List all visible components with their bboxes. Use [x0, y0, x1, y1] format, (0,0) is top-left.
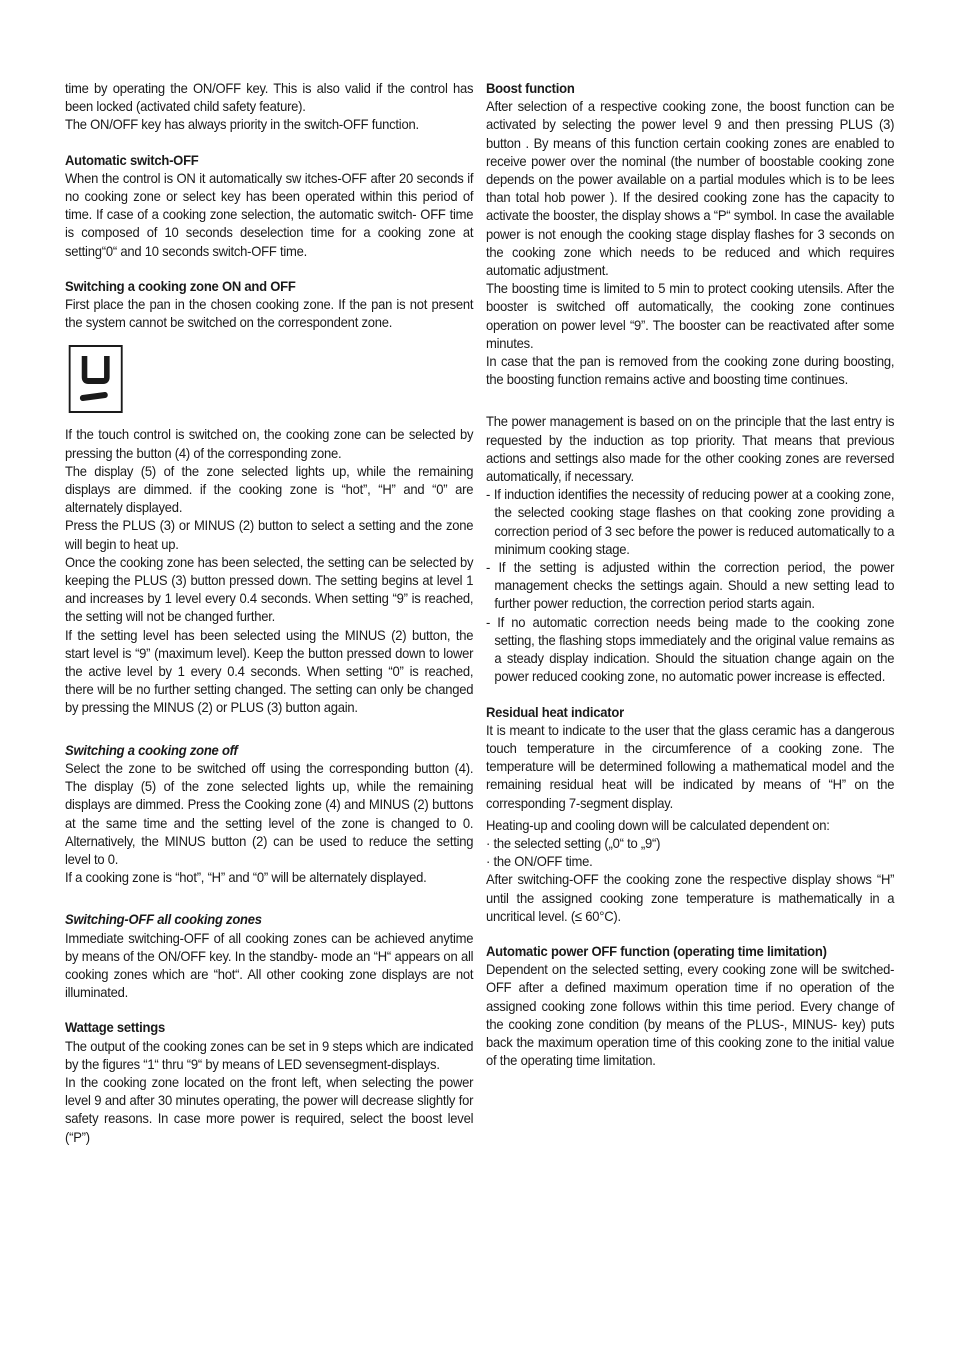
power-management-item: - If the setting is adjusted within the correction period, the power management checks the settings again. Should a new setting lead to further power reduction, the correction period starts again. — [486, 559, 895, 612]
boost-paragraph: The boosting time is limited to 5 min to protect cooking utensils. After the booster is switched off automatically, the cooking zone continues operation on power level “9”. The booster can be reactivated after some minutes. — [486, 280, 895, 351]
right-column — [486, 79, 894, 1069]
auto-switch-off-text: When the control is ON it automatically sw itches-OFF after 20 seconds if no cooking zone or select key has been operated within this period of time. If case of a cooking zone selection, the automatic switch- OFF time is composed of 10 seconds deselection time for a cooking zone at setting“0“ and 10 seconds switch-OFF time. — [65, 169, 474, 259]
auto-power-off-heading: Automatic power OFF function (operating time limitation) — [486, 942, 827, 959]
select-zone-paragraph: The display (5) of the zone selected lights up, while the remaining displays are dimmed. if the cooking zone is “hot”, “H” and “0” are alternately displayed. — [65, 462, 474, 516]
boost-heading: Boost function — [486, 80, 575, 96]
wattage-heading: Wattage settings — [65, 1019, 165, 1036]
select-zone-paragraph: If the setting level has been selected using the MINUS (2) button, the start level is “9” (maximum level). Keep the button pressed down to lower the active level by 1 every 0.4 seconds. When setting “0” is reached, there will be no further setting changed. The setting can only be changed by pressing the MINUS (2) or PLUS (3) button again. — [65, 626, 474, 716]
all-off-text: Immediate switching-OFF of all cooking zones can be achieved anytime by means of the ON/OFF key. In the standby- mode an “H“ appears on all cooking zones which are “hot“. All other cooking zone displays are not illuminated. — [65, 929, 474, 1001]
switch-on-off-text: First place the pan in the chosen cooking zone. If the pan is not present the system cannot be switched on the correspondent zone. — [65, 296, 474, 331]
intro-paragraph: The ON/OFF key has always priority in the switch-OFF function. — [65, 116, 419, 133]
residual-heat-paragraph: Heating-up and cooling down will be calculated dependent on: — [486, 816, 830, 833]
zone-off-paragraph: If a cooking zone is “hot”, “H” and “0” will be alternately displayed. — [65, 869, 427, 886]
auto-power-off-text: Dependent on the selected setting, every cooking zone will be switched-OFF after a defined maximum operation time if no operation of the assigned cooking zone follows within this time period. Every change of the cooking zone condition (by means of the PLUS-, MINUS- key) puts back the maximum operation time of this cooking zone to the initial value of the operating time limitation. — [486, 961, 895, 1069]
pan-detection-symbol-icon — [69, 345, 123, 413]
wattage-paragraph: The output of the cooking zones can be set in 9 steps which are indicated by the figures “1“ thru “9“ by means of LED sevensegment-displays. — [65, 1037, 474, 1072]
zone-off-paragraph: Select the zone to be switched off using the corresponding button (4). The display (5) of the zone selected lights up, while the remaining displays are dimmed. Press the Cooking zone (4) and MINUS (2) buttons at the same time and the setting level of the zone is changed to 0. Alternatively, the MINUS button (2) can be used to reduce the setting level to 0. — [65, 759, 474, 867]
auto-switch-off-heading: Automatic switch-OFF — [65, 151, 199, 168]
residual-heat-heading: Residual heat indicator — [486, 703, 624, 720]
left-column — [65, 79, 473, 1146]
select-zone-paragraph: Press the PLUS (3) or MINUS (2) button to select a setting and the zone will begin to heat up. — [65, 517, 474, 552]
wattage-paragraph: In the cooking zone located on the front left, when selecting the power level 9 and after 30 minutes operating, the power will decrease slightly for safety reasons. In case more power is required, select the boost level (“P”) — [65, 1073, 474, 1145]
residual-heat-paragraph: It is meant to indicate to the user that the glass ceramic has a dangerous touch temperature in the circumference of a cooking zone. The temperature will be determined following a mathematical model and the remaining residual heat will be indicated by means of “H” on the corresponding 7-segment display. — [486, 721, 895, 811]
all-off-heading: Switching-OFF all cooking zones — [65, 911, 262, 928]
power-management-item: - If no automatic correction needs being made to the cooking zone setting, the flashing stops immediately and the original value remains as a steady display indication. Should the situation change again on the power reduced cooking zone, no automatic power increase is effected. — [486, 613, 895, 685]
power-management-text: The power management is based on on the principle that the last entry is requested by the induction as top priority. That means that previous actions and settings also made for the other cooking zones are reversed automatically, if necessary. — [486, 413, 895, 485]
intro-paragraph: time by operating the ON/OFF key. This is also valid if the control has been locked (activated child safety feature). — [65, 80, 474, 115]
residual-heat-item: · the selected setting („0“ to „9“) — [486, 834, 661, 851]
select-zone-paragraph: Once the cooking zone has been selected, the setting can be selected by keeping the PLUS (3) button pressed down. The setting begins at level 1 and increases by 1 level every 0.4 seconds. When setting “9” is reached, the setting will not be changed further. — [65, 553, 474, 625]
boost-paragraph: After selection of a respective cooking zone, the boost function can be activated by selecting the power level 9 and then pressing PLUS (3) button . By means of this function certain cooking zones are enabled to receive power over the nominal (the number of boostable cooking zone depends on the power available on a partial modules which is to be lees than total hob power ). If the desired cooking zone has the capacity to activate the booster, the display shows a “P“ symbol. In case the available power is not enough the cooking stage display flashes for 3 seconds on the cooking zone which needs to be reduced and which requires automatic adjustment. — [486, 98, 895, 279]
residual-heat-item: · the ON/OFF time. — [486, 853, 593, 870]
residual-heat-paragraph: After switching-OFF the cooking zone the respective display shows “H” until the assigned cooking zone temperature is mathematically in a uncritical level. (≤ 60°C). — [486, 871, 895, 924]
switch-on-off-heading: Switching a cooking zone ON and OFF — [65, 277, 296, 294]
select-zone-paragraph: If the touch control is switched on, the cooking zone can be selected by pressing the button (4) of the corresponding zone. — [65, 426, 474, 461]
power-management-item: - If induction identifies the necessity of reducing power at a cooking zone, the selected cooking stage flashes on that cooking zone providing a correction period of 3 sec before the power is reduced automatically to a minimum cooking stage. — [486, 486, 895, 557]
zone-off-heading: Switching a cooking zone off — [65, 741, 238, 758]
boost-paragraph: In case that the pan is removed from the cooking zone during boosting, the boosting function remains active and boosting time continues. — [486, 353, 895, 388]
